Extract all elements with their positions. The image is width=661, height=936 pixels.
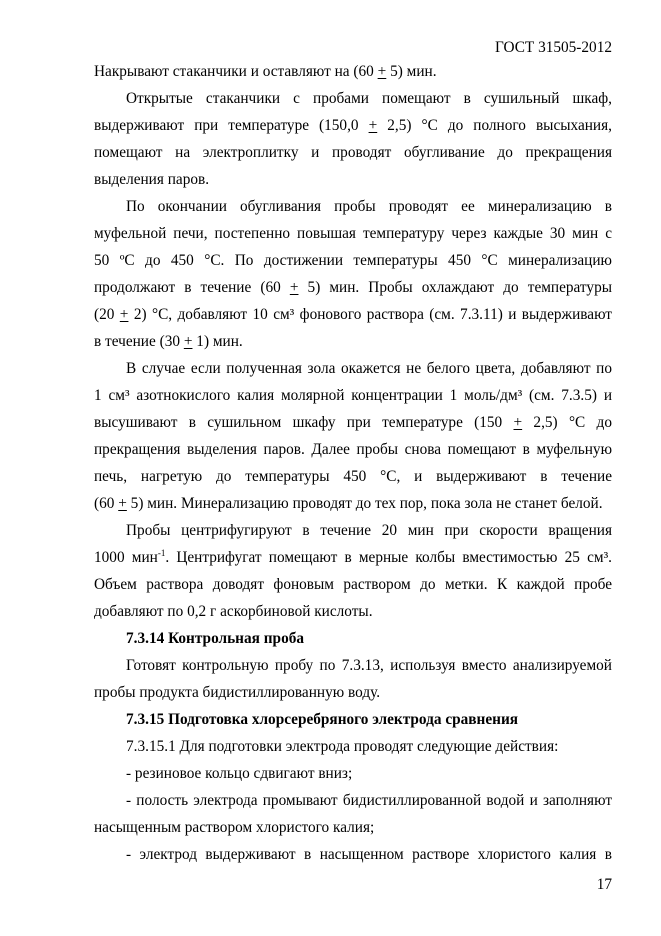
text-run: (20 <box>94 306 120 323</box>
text-line <box>94 436 612 463</box>
text-run: Готовят контрольную пробу по 7.3.13, используя вместо анализируемой <box>126 657 612 674</box>
text-run: выдерживают при температуре (150,0 <box>94 117 369 134</box>
plus-minus-sign: + <box>289 279 299 296</box>
text-run: помещают на электроплитку и проводят обугливание до прекращения <box>94 144 612 161</box>
text-line <box>94 274 612 301</box>
plus-minus-sign: + <box>377 63 387 80</box>
text-run: в течение (30 <box>94 333 184 350</box>
text-run: 1 см³ азотнокислого калия молярной концентрации 1 моль/дм³ (см. 7.3.5) и <box>94 387 612 404</box>
text-run: 2) °С, добавляют 10 см³ фонового раствора (см. 7.3.11) и выдерживают <box>128 306 612 323</box>
text-run: 2,5) °С до полного высыхания, <box>377 117 612 134</box>
text-line <box>94 517 612 544</box>
plus-minus-sign: + <box>183 333 193 350</box>
text-line <box>94 598 612 625</box>
text-line <box>94 733 612 760</box>
text-line <box>94 679 612 706</box>
text-run: По окончании обугливания пробы проводят ее минерализацию в <box>126 198 612 215</box>
text-run: В случае если полученная зола окажется не белого цвета, добавляют по <box>126 360 612 377</box>
text-run: 1) мин. <box>192 333 243 350</box>
text-run: . Центрифугат помещают в мерные колбы вместимостью 25 см³. <box>165 549 612 566</box>
text-run: 1000 мин <box>94 549 158 566</box>
text-run: печь, нагретую до температуры 450 °С, и выдерживают в течение <box>94 468 612 485</box>
text-run: 7.3.15.1 Для подготовки электрода проводят следующие действия: <box>126 738 559 755</box>
text-line <box>94 166 612 193</box>
plus-minus-sign: + <box>118 495 127 512</box>
text-run: 5) мин. Пробы охлаждают до температуры <box>298 279 612 296</box>
text-run: 5) мин. Минерализацию проводят до тех пор, пока зола не станет белой. <box>126 495 603 512</box>
section-heading-line <box>94 706 612 733</box>
text-run: 7.3.14 Контрольная проба <box>126 630 305 647</box>
text-line <box>94 382 612 409</box>
text-line <box>94 544 612 571</box>
section-heading-line <box>94 625 612 652</box>
text-line <box>94 814 612 841</box>
text-run: 50 ºС до 450 °С. По достижении температуры 450 °С минерализацию <box>94 252 612 269</box>
text-line <box>94 301 612 328</box>
plus-minus-sign: + <box>513 414 523 431</box>
text-line <box>94 355 612 382</box>
text-run: высушивают в сушильном шкафу при температуре (150 <box>94 414 514 431</box>
text-run: - электрод выдерживают в насыщенном растворе хлористого калия в <box>126 846 612 863</box>
text-run: Открытые стаканчики с пробами помещают в сушильный шкаф, <box>126 90 612 107</box>
text-line <box>94 85 612 112</box>
text-line <box>94 193 612 220</box>
standard-header: ГОСТ 31505-2012 <box>495 39 612 56</box>
text-line <box>94 139 612 166</box>
text-run: пробы продукта бидистиллированную воду. <box>94 684 381 701</box>
text-line <box>94 841 612 868</box>
text-line <box>94 328 612 355</box>
text-run: 5) мин. <box>386 63 437 80</box>
text-line <box>94 112 612 139</box>
document-body <box>94 58 612 868</box>
text-run: прекращения выделения паров. Далее пробы снова помещают в муфельную <box>94 441 612 458</box>
text-run: Пробы центрифугируют в течение 20 мин при скорости вращения <box>126 522 612 539</box>
text-line <box>94 463 612 490</box>
superscript: -1 <box>157 548 166 558</box>
text-run: выделения паров. <box>94 171 210 188</box>
plus-minus-sign: + <box>368 117 378 134</box>
text-line <box>94 760 612 787</box>
plus-minus-sign: + <box>119 306 129 323</box>
text-run: - полость электрода промывают бидистиллированной водой и заполняют <box>126 792 612 809</box>
text-run: - резиновое кольцо сдвигают вниз; <box>126 765 353 782</box>
text-line <box>94 652 612 679</box>
text-line <box>94 58 612 85</box>
text-line <box>94 490 612 517</box>
text-run: Накрывают стаканчики и оставляют на (60 <box>94 63 378 80</box>
text-run: насыщенным раствором хлористого калия; <box>94 819 375 836</box>
text-line <box>94 409 612 436</box>
text-line <box>94 220 612 247</box>
page-number: 17 <box>596 876 612 893</box>
text-line <box>94 571 612 598</box>
text-line <box>94 247 612 274</box>
text-run: добавляют по 0,2 г аскорбиновой кислоты. <box>94 603 373 620</box>
text-run: 7.3.15 Подготовка хлорсеребряного электрода сравнения <box>126 711 519 728</box>
text-run: (60 <box>94 495 119 512</box>
text-run: муфельной печи, постепенно повышая температуру через каждые 30 мин с <box>94 225 612 242</box>
text-line <box>94 787 612 814</box>
text-run: продолжают в течение (60 <box>94 279 290 296</box>
text-run: Объем раствора доводят фоновым раствором до метки. К каждой пробе <box>94 576 612 593</box>
text-run: 2,5) °С до <box>522 414 612 431</box>
